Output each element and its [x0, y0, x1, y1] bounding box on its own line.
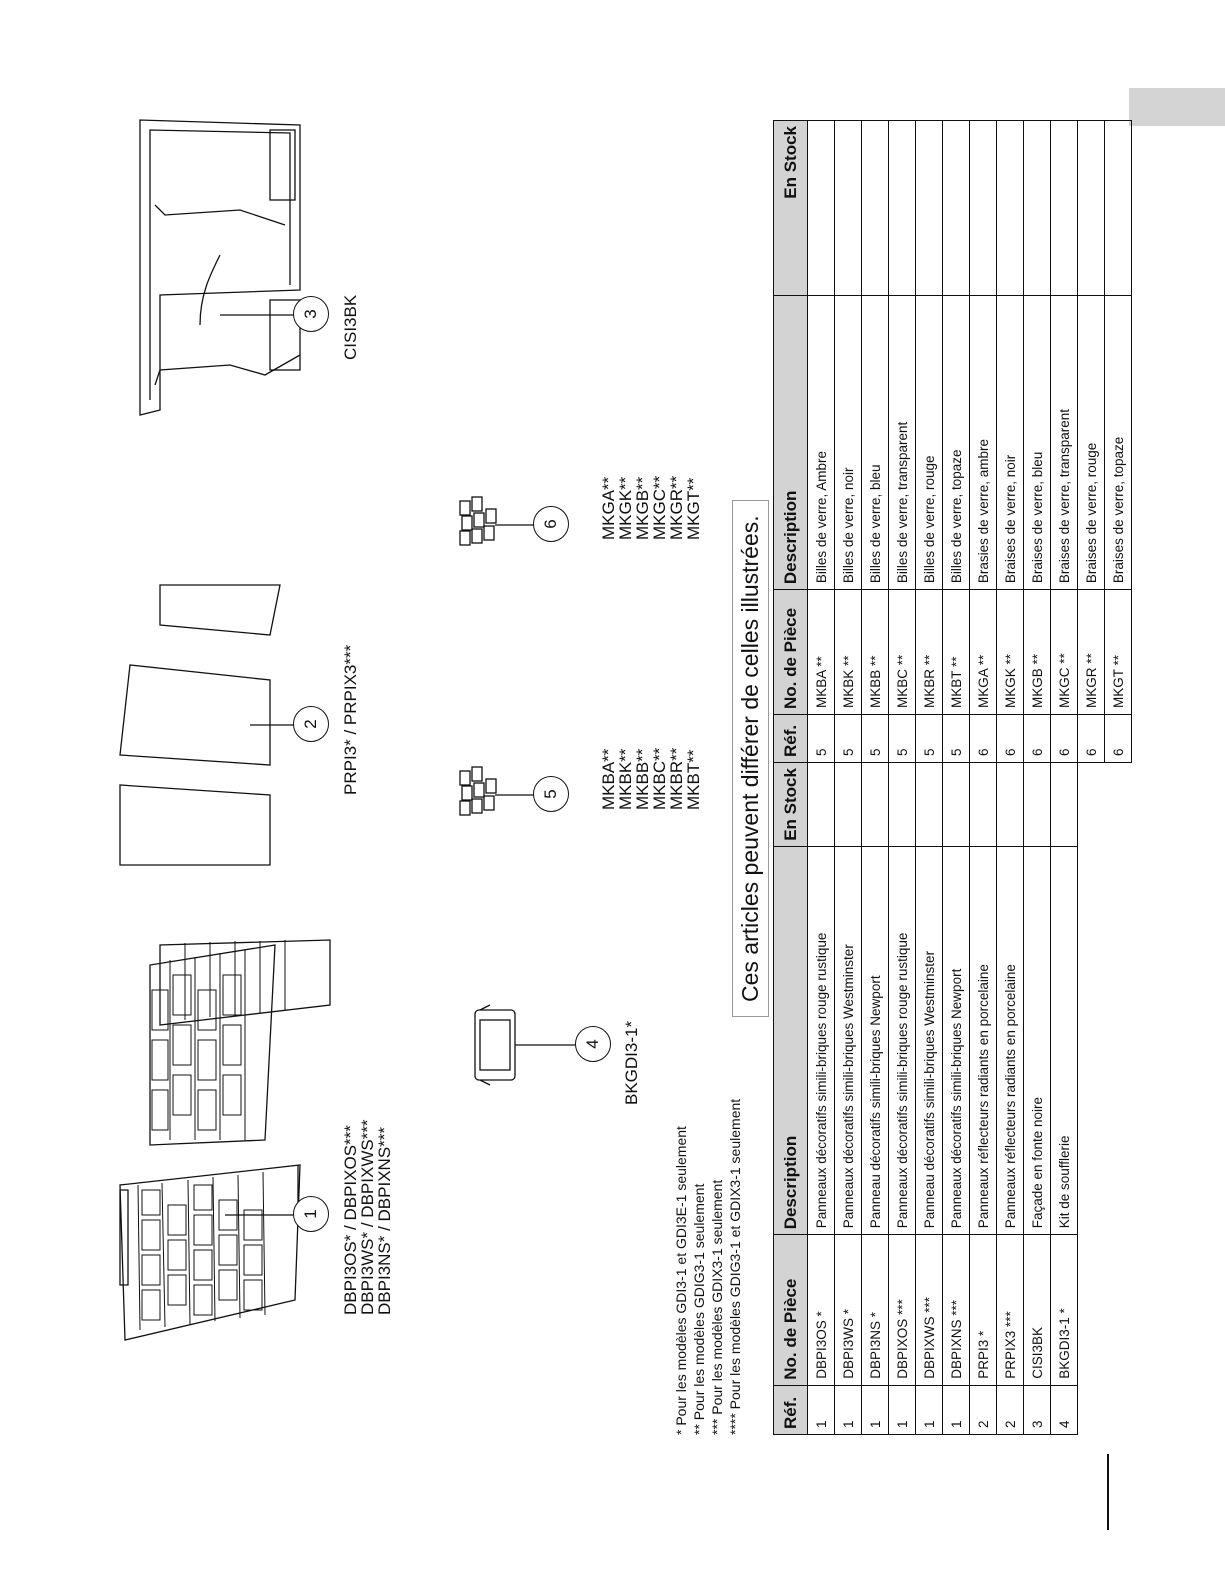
cell-ref: 6	[1024, 715, 1051, 763]
cell-desc: Panneaux décoratifs simili-briques rouge rustique	[808, 846, 835, 1235]
cast-iron-front-illustration	[140, 120, 300, 415]
table-header-row	[774, 121, 808, 763]
table-row	[997, 121, 1024, 763]
parts-table-left	[773, 762, 1078, 1435]
cell-part: MKGB **	[1024, 590, 1051, 715]
cell-ref: 4	[1051, 1385, 1078, 1434]
cell-ref: 6	[970, 715, 997, 763]
cell-part: MKGK **	[997, 590, 1024, 715]
cell-desc: Panneau décoratifs simili-briques Westminster	[916, 846, 943, 1235]
table-row	[808, 121, 835, 763]
cell-desc: Façade en fonte noire	[1024, 846, 1051, 1235]
cell-desc: Panneaux réflecteurs radiants en porcelaine	[997, 846, 1024, 1235]
cell-desc: Billes de verre, topaze	[943, 295, 970, 590]
cell-part: CISI3BK	[1024, 1235, 1051, 1385]
footnote-3: *** Pour les modèles GDIX3-1 seulement	[709, 1179, 725, 1435]
cell-part: DBPIXNS ***	[943, 1235, 970, 1385]
callout-6-label-2: MKGK**	[616, 476, 635, 540]
cell-desc: Braises de verre, bleu	[1024, 295, 1051, 590]
cell-stock	[1105, 121, 1132, 296]
cell-ref: 1	[862, 1385, 889, 1434]
cell-desc: Billes de verre, transparent	[889, 295, 916, 590]
cell-ref: 1	[835, 1385, 862, 1434]
cell-part: DBPIXWS ***	[916, 1235, 943, 1385]
cell-part: PRPI3 *	[970, 1235, 997, 1385]
cell-part: DBPI3NS *	[862, 1235, 889, 1385]
callout-4: 4	[575, 1026, 611, 1062]
callout-4-labels	[623, 1021, 640, 1105]
callout-3: 3	[293, 296, 329, 332]
illustration-disclaimer: Ces articles peuvent différer de celles illustrées.	[732, 500, 769, 1017]
cell-stock	[835, 763, 862, 847]
cell-desc: Panneau décoratifs simili-briques Newport	[862, 846, 889, 1235]
cell-stock	[970, 121, 997, 296]
cell-ref: 6	[1105, 715, 1132, 763]
callout-5-labels	[600, 748, 702, 810]
callout-5-label-4: MKBC**	[650, 747, 669, 810]
callout-1-label-2: DBPI3WS* / DBPIXWS***	[358, 1119, 377, 1315]
cell-ref: 2	[970, 1385, 997, 1434]
cell-ref: 5	[889, 715, 916, 763]
callout-1: 1	[293, 1196, 329, 1232]
cell-ref: 6	[1078, 715, 1105, 763]
cell-part: DBPI3OS *	[808, 1235, 835, 1385]
cell-part: MKGR **	[1078, 590, 1105, 715]
table-row	[1024, 763, 1051, 1435]
callout-1-labels	[342, 1119, 393, 1315]
cell-desc: Braises de verre, noir	[997, 295, 1024, 590]
callout-6-label-3: MKGB**	[633, 476, 652, 540]
col-ref-header: Réf.	[774, 1385, 808, 1434]
cell-part: MKBA **	[808, 590, 835, 715]
cell-part: BKGDI3-1 *	[1051, 1235, 1078, 1385]
table-row	[835, 121, 862, 763]
cell-ref: 5	[943, 715, 970, 763]
footnote-1: * Pour les modèles GDI3-1 et GDI3E-1 seulement	[673, 1126, 689, 1435]
callout-2: 2	[293, 706, 329, 742]
footnote-4: **** Pour les modèles GDIG3-1 et GDIX3-1 seulement	[727, 1098, 743, 1435]
cell-stock	[835, 121, 862, 296]
cell-desc: Panneaux décoratifs simili-briques Newport	[943, 846, 970, 1235]
cell-part: MKBC **	[889, 590, 916, 715]
table-row	[1051, 763, 1078, 1435]
callout-5: 5	[533, 776, 569, 812]
table-row	[835, 763, 862, 1435]
callout-6-label-5: MKGR**	[667, 475, 686, 540]
callout-5-label-6: MKBT**	[684, 749, 703, 810]
col-stock-header: En Stock	[774, 121, 808, 296]
cell-desc: Braises de verre, rouge	[1078, 295, 1105, 590]
cell-part: MKGA **	[970, 590, 997, 715]
cell-stock	[997, 763, 1024, 847]
cell-part: MKGC **	[1051, 590, 1078, 715]
cell-ref: 2	[997, 1385, 1024, 1434]
col-part-header: No. de Pièce	[774, 590, 808, 715]
callout-5-label-1: MKBA**	[599, 748, 618, 810]
cell-desc: Panneaux décoratifs simili-briques rouge rustique	[889, 846, 916, 1235]
cell-ref: 1	[808, 1385, 835, 1434]
callout-6: 6	[533, 506, 569, 542]
cell-stock	[943, 763, 970, 847]
col-desc-header: Description	[774, 295, 808, 590]
cell-stock	[997, 121, 1024, 296]
cell-ref: 6	[997, 715, 1024, 763]
cell-desc: Billes de verre, bleu	[862, 295, 889, 590]
callout-4-label-1: BKGDI3-1*	[622, 1020, 641, 1105]
footnote-2: ** Pour les modèles GDIG3-1 seulement	[691, 1183, 707, 1435]
callout-6-label-1: MKGA**	[599, 476, 618, 540]
callout-2-labels	[342, 645, 359, 795]
table-row	[889, 763, 916, 1435]
parts-table-right	[773, 120, 1132, 763]
cell-part: PRPIX3 ***	[997, 1235, 1024, 1385]
cell-stock	[808, 763, 835, 847]
cell-stock	[862, 121, 889, 296]
cell-ref: 1	[889, 1385, 916, 1434]
cell-ref: 1	[916, 1385, 943, 1434]
table-row	[862, 121, 889, 763]
callout-1-label-3: DBPI3NS* / DBPIXNS***	[375, 1126, 394, 1315]
callout-6-labels	[600, 476, 702, 540]
blower-kit-illustration	[475, 1005, 590, 1085]
table-row	[916, 121, 943, 763]
cell-ref: 5	[916, 715, 943, 763]
callout-6-label-6: MKGT**	[684, 477, 703, 540]
cell-stock	[1051, 121, 1078, 296]
cell-desc: Braises de verre, transparent	[1051, 295, 1078, 590]
cell-stock	[889, 121, 916, 296]
table-row	[1078, 121, 1105, 763]
cell-part: MKBT **	[943, 590, 970, 715]
col-part-header: No. de Pièce	[774, 1235, 808, 1385]
col-stock-header: En Stock	[774, 763, 808, 847]
cell-desc: Braises de verre, topaze	[1105, 295, 1132, 590]
table-row	[862, 763, 889, 1435]
reflector-panel-illustration	[120, 585, 295, 865]
callout-3-labels	[342, 295, 359, 360]
cell-desc: Kit de soufflerie	[1051, 846, 1078, 1235]
cell-desc: Panneaux réflecteurs radiants en porcelaine	[970, 846, 997, 1235]
cell-ref: 5	[808, 715, 835, 763]
callout-5-label-2: MKBK**	[616, 748, 635, 810]
cell-ref: 5	[835, 715, 862, 763]
callout-5-label-3: MKBB**	[633, 748, 652, 810]
col-desc-header: Description	[774, 846, 808, 1235]
cell-stock	[916, 121, 943, 296]
table-row	[1024, 121, 1051, 763]
table-row	[943, 121, 970, 763]
table-row	[970, 763, 997, 1435]
footnotes	[672, 1099, 744, 1435]
cell-stock	[1078, 121, 1105, 296]
cell-desc: Billes de verre, Ambre	[808, 295, 835, 590]
table-header-row	[774, 763, 808, 1435]
table-row	[1105, 121, 1132, 763]
table-row	[889, 121, 916, 763]
cell-ref: 3	[1024, 1385, 1051, 1434]
cell-stock	[1024, 121, 1051, 296]
cell-stock	[916, 763, 943, 847]
table-row	[808, 763, 835, 1435]
cell-part: MKBR **	[916, 590, 943, 715]
cell-ref: 1	[943, 1385, 970, 1434]
callout-2-label-1: PRPI3* / PRPIX3***	[341, 644, 360, 795]
cell-stock	[808, 121, 835, 296]
cell-part: MKBB **	[862, 590, 889, 715]
cell-desc: Panneaux décoratifs simili-briques Westminster	[835, 846, 862, 1235]
callout-1-label-1: DBPI3OS* / DBPIXOS***	[341, 1125, 360, 1315]
cell-stock	[970, 763, 997, 847]
callout-6-label-4: MKGC**	[650, 475, 669, 540]
table-row	[916, 763, 943, 1435]
callout-3-label-1: CISI3BK	[341, 294, 360, 360]
cell-part: MKBK **	[835, 590, 862, 715]
cell-desc: Billes de verre, rouge	[916, 295, 943, 590]
cell-desc: Billes de verre, noir	[835, 295, 862, 590]
cell-ref: 5	[862, 715, 889, 763]
cell-part: DBPI3WS *	[835, 1235, 862, 1385]
cell-stock	[1051, 763, 1078, 847]
cell-part: DBPIXOS ***	[889, 1235, 916, 1385]
col-ref-header: Réf.	[774, 715, 808, 763]
table-row	[1051, 121, 1078, 763]
callout-5-label-5: MKBR**	[667, 747, 686, 810]
table-row	[970, 121, 997, 763]
table-row	[997, 763, 1024, 1435]
cell-part: MKGT **	[1105, 590, 1132, 715]
cell-stock	[889, 763, 916, 847]
cell-stock	[862, 763, 889, 847]
cell-stock	[943, 121, 970, 296]
cell-stock	[1024, 763, 1051, 847]
cell-ref: 6	[1051, 715, 1078, 763]
cell-desc: Brasies de verre, ambre	[970, 295, 997, 590]
table-row	[943, 763, 970, 1435]
